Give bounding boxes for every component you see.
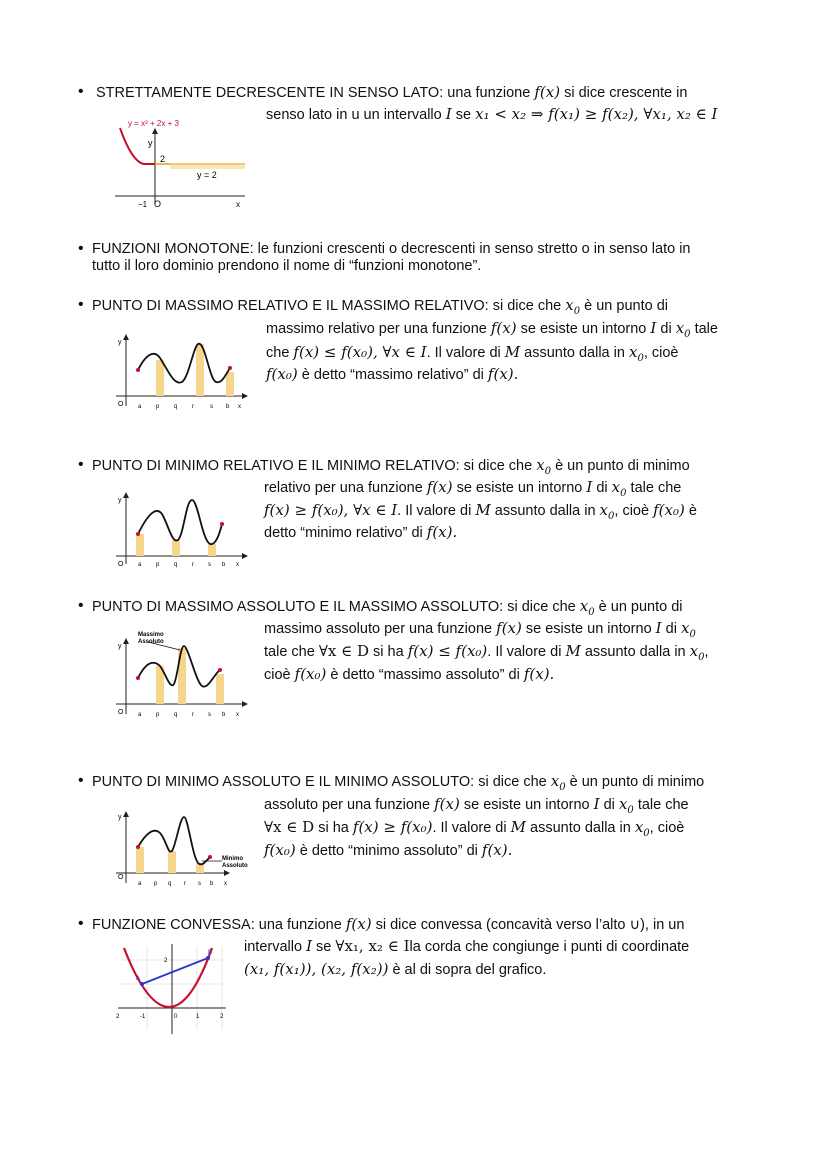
svg-text:x: x [236,200,240,209]
svg-text:q: q [174,404,178,410]
section-conv-line2: intervallo I se ∀x₁, x₂ ∈ Ila corda che congiunge i punti di coordinate [244,937,690,955]
bullet: • [78,597,84,614]
svg-text:y = x² + 2x + 3: y = x² + 2x + 3 [128,119,179,128]
graph-max-relative [112,330,252,414]
svg-text:p: p [156,712,160,718]
svg-text:x: x [236,562,239,568]
svg-text:O: O [118,874,124,881]
svg-text:s: s [198,881,201,887]
svg-text:a: a [138,881,142,887]
svg-text:q: q [174,562,178,568]
bullet: • [78,772,84,789]
svg-text:x: x [236,712,239,718]
section-minrel-line4: detto “minimo relativo” di f(x). [264,523,458,541]
svg-text:O: O [118,561,124,568]
section-decr-line1: STRETTAMENTE DECRESCENTE IN SENSO LATO: una funzione f(x) si dice crescente in [96,83,688,101]
svg-text:y: y [118,643,122,650]
svg-text:2: 2 [116,1014,120,1020]
svg-text:y: y [148,138,153,148]
svg-text:2: 2 [220,1014,224,1020]
svg-text:r: r [192,712,194,718]
svg-text:q: q [174,712,178,718]
svg-text:q: q [168,881,172,887]
section-mono-line1: FUNZIONI MONOTONE: le funzioni crescenti o decrescenti in senso stretto o in senso lato in [92,241,691,257]
svg-text:Minimo: Minimo [222,856,243,862]
svg-text:a: a [138,404,142,410]
section-conv-title: FUNZIONE CONVESSA: una funzione f(x) si dice convessa (concavità verso l’alto ∪), in un [92,915,685,933]
section-maxrel-line4: f(x₀) è detto “massimo relativo” di f(x). [266,365,519,383]
svg-text:O: O [118,709,124,716]
svg-text:y: y [118,339,122,346]
graph-convex [112,940,232,1036]
graph-min-absolute [110,805,255,889]
svg-text:x: x [224,881,227,887]
bullet: • [78,296,84,313]
svg-text:−1: −1 [138,200,148,209]
bullet: • [78,915,84,932]
svg-text:O: O [154,199,162,209]
svg-text:b: b [222,562,226,568]
section-minrel-line3: f(x) ≥ f(x₀), ∀x ∈ I. Il valore di M assunto dalla in $x_0$, cioè f(x₀) è [264,501,697,522]
section-minass-line2: assoluto per una funzione f(x) se esiste un intorno I di $x_0$ tale che [264,795,689,816]
section-maxrel-line3: che f(x) ≤ f(x₀), ∀x ∈ I. Il valore di M assunto dalla in $x_0$, cioè [266,343,679,364]
graph-max-absolute [112,628,252,720]
section-maxass-title: PUNTO DI MASSIMO ASSOLUTO E IL MASSIMO ASSOLUTO: si dice che $x_0$ è un punto di [92,597,683,618]
svg-text:0: 0 [174,1014,178,1020]
graph-decreasing [110,116,250,212]
svg-text:y: y [118,497,122,504]
svg-text:x: x [238,404,241,410]
section-conv-line3: (x₁, f(x₁)), (x₂, f(x₂)) è al di sopra del grafico. [244,960,547,978]
svg-text:a: a [138,712,142,718]
svg-text:Assoluto: Assoluto [138,639,164,645]
section-maxrel-title: PUNTO DI MASSIMO RELATIVO E IL MASSIMO RELATIVO: si dice che $x_0$ è un punto di [92,296,668,317]
section-maxass-line4: cioè f(x₀) è detto “massimo assoluto” di f(x). [264,665,555,683]
section-mono-line2: tutto il loro dominio prendono il nome di “funzioni monotone”. [92,258,482,274]
section-minass-line4: f(x₀) è detto “minimo assoluto” di f(x). [264,841,513,859]
svg-text:r: r [192,404,194,410]
svg-text:p: p [156,404,160,410]
section-maxass-line2: massimo assoluto per una funzione f(x) se esiste un intorno I di $x_0$ [264,619,696,640]
section-maxrel-line2: massimo relativo per una funzione f(x) se esiste un intorno I di $x_0$ tale [266,319,718,340]
svg-text:B: B [208,950,213,956]
svg-text:s: s [208,562,211,568]
svg-text:p: p [156,562,160,568]
svg-text:b: b [210,881,214,887]
svg-text:O: O [118,401,124,408]
svg-text:r: r [192,562,194,568]
svg-text:y = 2: y = 2 [197,170,217,180]
section-minass-title: PUNTO DI MINIMO ASSOLUTO E IL MINIMO ASSOLUTO: si dice che $x_0$ è un punto di minimo [92,772,705,793]
svg-text:2: 2 [164,958,168,964]
svg-text:r: r [184,881,186,887]
section-minass-line3: ∀x ∈ D si ha f(x) ≥ f(x₀). Il valore di M assunto dalla in $x_0$, cioè [264,818,685,839]
svg-text:p: p [154,881,158,887]
svg-text:s: s [208,712,211,718]
svg-text:Assoluto: Assoluto [222,863,248,869]
section-maxass-line3: tale che ∀x ∈ D si ha f(x) ≤ f(x₀). Il valore di M assunto dalla in $x_0$, [264,642,709,663]
svg-text:A: A [136,976,141,982]
graph-min-relative [112,488,252,572]
bullet: • [78,456,84,473]
svg-text:1: 1 [196,1014,200,1020]
svg-text:y: y [118,814,122,821]
section-minrel-title: PUNTO DI MINIMO RELATIVO E IL MINIMO RELATIVO: si dice che $x_0$ è un punto di minimo [92,456,690,477]
bullet: • [78,240,84,257]
section-decr-line2: senso lato in u un intervallo I se x₁ < x₂ ⇒ f(x₁) ≥ f(x₂), ∀x₁, x₂ ∈ I [266,105,718,123]
bullet: • [78,83,84,100]
svg-text:-1: -1 [140,1014,146,1020]
svg-text:b: b [222,712,226,718]
svg-text:a: a [138,562,142,568]
section-minrel-line2: relativo per una funzione f(x) se esiste un intorno I di $x_0$ tale che [264,478,682,499]
svg-text:s: s [210,404,213,410]
svg-text:Massimo: Massimo [138,632,164,638]
svg-text:2: 2 [160,154,166,164]
svg-text:b: b [226,404,230,410]
